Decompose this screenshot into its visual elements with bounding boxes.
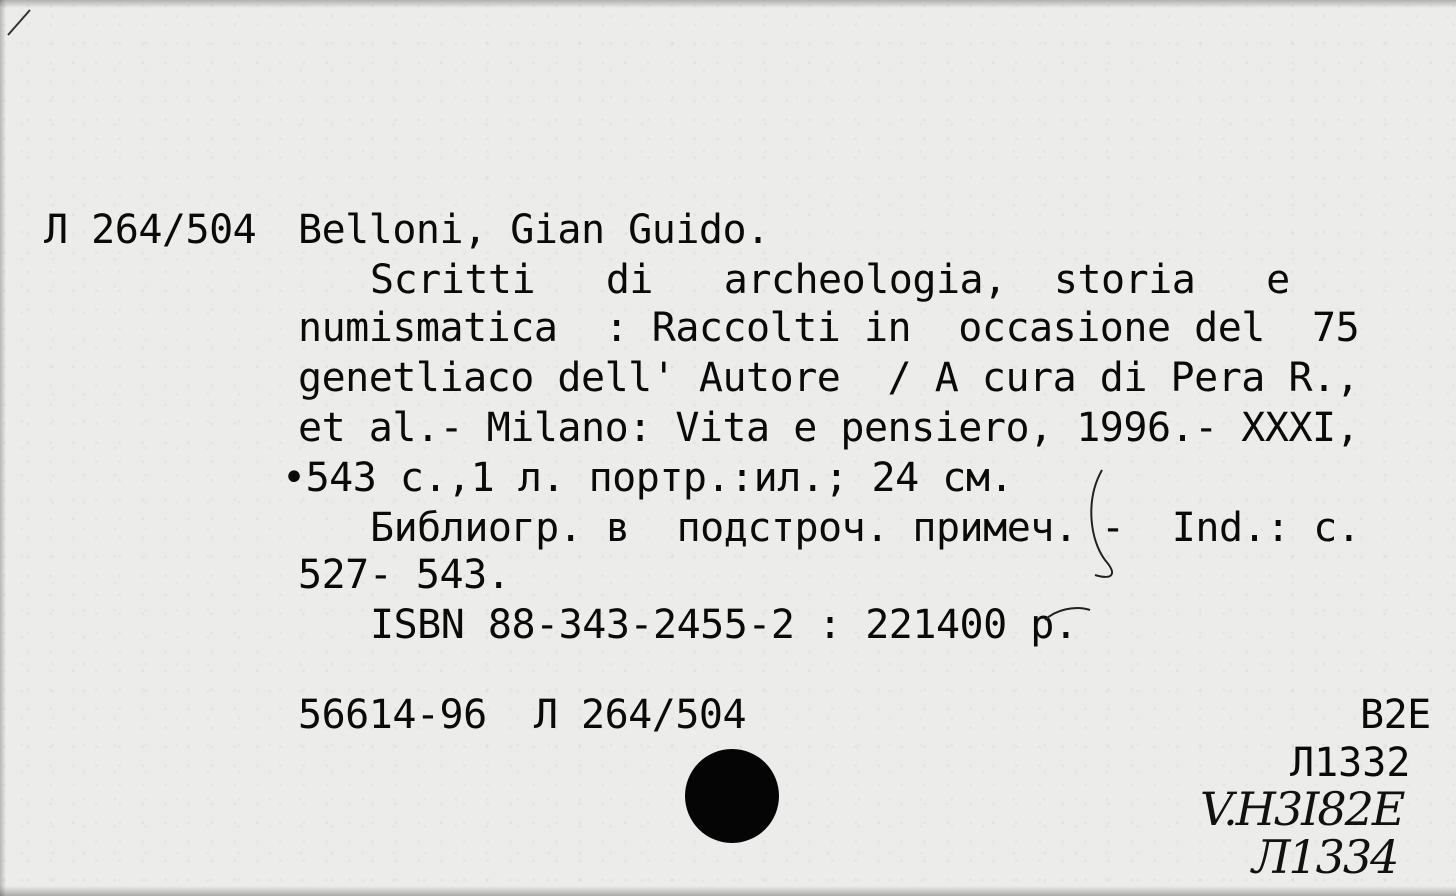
- accession-shelfmark: 56614-96 Л 264/504: [298, 692, 747, 738]
- body-line-6: Библиогр. в подстроч. примеч. - Ind.: c.: [370, 505, 1361, 551]
- body-line-4: et al.- Milano: Vita e pensiero, 1996.- XXXI,: [298, 405, 1360, 451]
- handwritten-note-2: Л1334: [1252, 830, 1398, 884]
- footer-code: B2E: [1360, 692, 1431, 738]
- body-line-7: 527- 543.: [298, 552, 511, 598]
- body-line-3: genetliaco dell' Autore / A cura di Pera R.,: [298, 355, 1360, 401]
- author-heading: Belloni, Gian Guido.: [298, 207, 770, 253]
- body-line-2: numismatica : Raccolti in occasione del 75: [298, 305, 1360, 351]
- stamp-code: Л1332: [1290, 740, 1411, 786]
- pencil-underline-mark: [1045, 608, 1090, 620]
- body-line-5: •543 с.,1 л. портр.:ил.; 24 см.: [282, 455, 1014, 501]
- handwritten-note-1: V.H3I82E: [1200, 782, 1404, 836]
- pencil-bracket-mark: [1091, 470, 1112, 577]
- corner-scratch-mark: [8, 10, 30, 35]
- body-line-1: Scritti di archeologia, storia e: [370, 257, 1290, 303]
- isbn-line: ISBN 88-343-2455-2 : 221400 р.: [370, 602, 1078, 648]
- shelfmark-top: Л 264/504: [44, 207, 257, 253]
- card-punch-hole: [685, 749, 779, 843]
